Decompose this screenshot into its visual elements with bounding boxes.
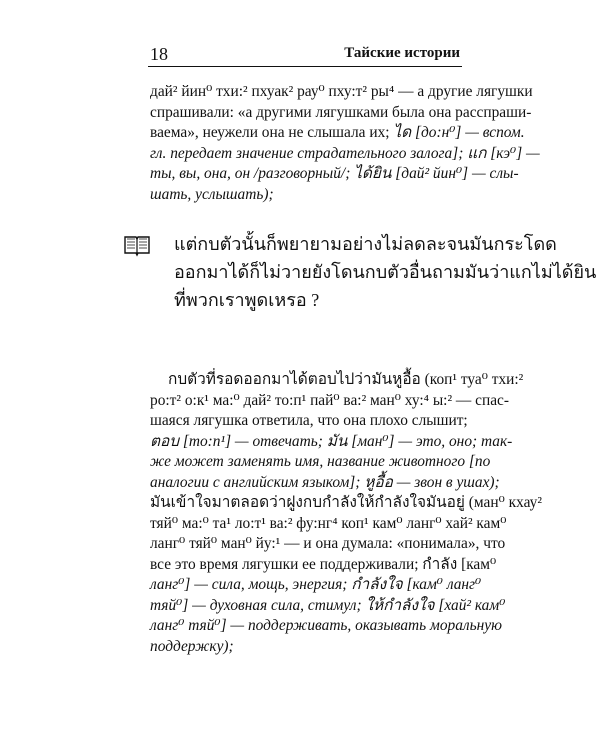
text-line — [150, 473, 500, 494]
gloss-italic: аналогии с английским языком]; หูอื้อ — звон в ушах); — [150, 473, 500, 491]
text-line: ро:т² о:к¹ ма:⁰ дай² то:п¹ пай⁰ ва:² ман⁰ ху:⁴ ы:² — спас- — [150, 391, 510, 409]
thai-line: แต่กบตัวนั้นก็พยายามอย่างไม่ลดละจนมันกระโดด — [174, 234, 557, 254]
gloss-italic: ланг⁰ тяй⁰] — поддерживать, оказывать моральную — [150, 617, 502, 634]
gloss-italic: же может заменять имя, название животного [по — [150, 453, 491, 470]
gloss-italic: ты, вы, она, он /разговорный/; ได้ยิน [дай² йин⁰] — слы- — [150, 165, 519, 182]
gloss-italic: тяй⁰] — духовная сила, стимул; ให้กำลังใจ [хай² кам⁰ — [150, 596, 506, 614]
text-line — [150, 616, 502, 637]
vocab-block-1 — [150, 82, 540, 205]
text-line — [150, 637, 462, 658]
text-line: มันเข้าใจมาตลอดว่าฝูงกบกำลังให้กำลังใจมันอยู่ (ман⁰ кхау² — [150, 494, 542, 511]
text-line: шаяся лягушка ответила, что она плохо слышит; — [150, 412, 468, 429]
text-line — [150, 432, 513, 453]
thai-line: ที่พวกเราพูดเหรอ ? — [174, 290, 320, 310]
text-line: дай² йин⁰ тхи:² пхуак² рау⁰ пху:т² ры⁴ — а другие лягушки — [150, 83, 533, 100]
text-line-part: ваема», неужели она не слышала их; — [150, 124, 394, 141]
gloss-italic: гл. передает значение страдательного залога]; แก [кэ⁰] — — [150, 144, 540, 162]
header-rule — [148, 66, 462, 67]
text-line — [150, 144, 540, 165]
page-number: 18 — [150, 44, 168, 64]
text-line — [150, 575, 482, 596]
text-line: все это время лягушки ее поддерживали; กำลัง [кам⁰ — [150, 555, 497, 573]
running-header — [150, 44, 460, 66]
text-line — [150, 123, 525, 144]
gloss-italic: ตอบ [то:п¹] — отвечать; มัน [ман⁰] — это, оно; так- — [150, 432, 513, 450]
text-line — [150, 185, 462, 206]
text-line: тяй⁰ ма:⁰ та¹ ло:т¹ ва:² фу:нг⁴ коп¹ кам⁰ ланг⁰ хай² кам⁰ — [150, 514, 507, 532]
gloss-italic: поддержку); — [150, 637, 234, 655]
open-book-icon — [123, 234, 151, 256]
text-line — [150, 164, 519, 185]
text-line: กบตัวที่รอดออกมาได้ตอบไปว่ามันหูอื้อ (коп¹ туа⁰ тхи:² — [168, 371, 524, 388]
gloss-italic: ได [до:н⁰] — вспом. — [393, 124, 525, 141]
text-line: спрашивали: «а другими лягушками была она расспраши- — [150, 103, 532, 121]
gloss-italic: шать, услышать); — [150, 185, 274, 203]
gloss-italic: ланг⁰] — сила, мощь, энергия; กำลังใจ [кам⁰ ланг⁰ — [150, 576, 482, 593]
running-title: Тайские истории — [344, 45, 460, 61]
text-line — [150, 596, 506, 617]
text-line: ланг⁰ тяй⁰ ман⁰ йу:¹ — и она думала: «понимала», что — [150, 535, 506, 552]
vocab-block-2 — [150, 370, 542, 657]
thai-line: ออกมาได้ก็ไม่วายยังโดนกบตัวอื่นถามมันว่าแกไม่ได้ยิน — [174, 262, 597, 282]
thai-paragraph — [174, 230, 597, 314]
text-line — [150, 452, 491, 473]
